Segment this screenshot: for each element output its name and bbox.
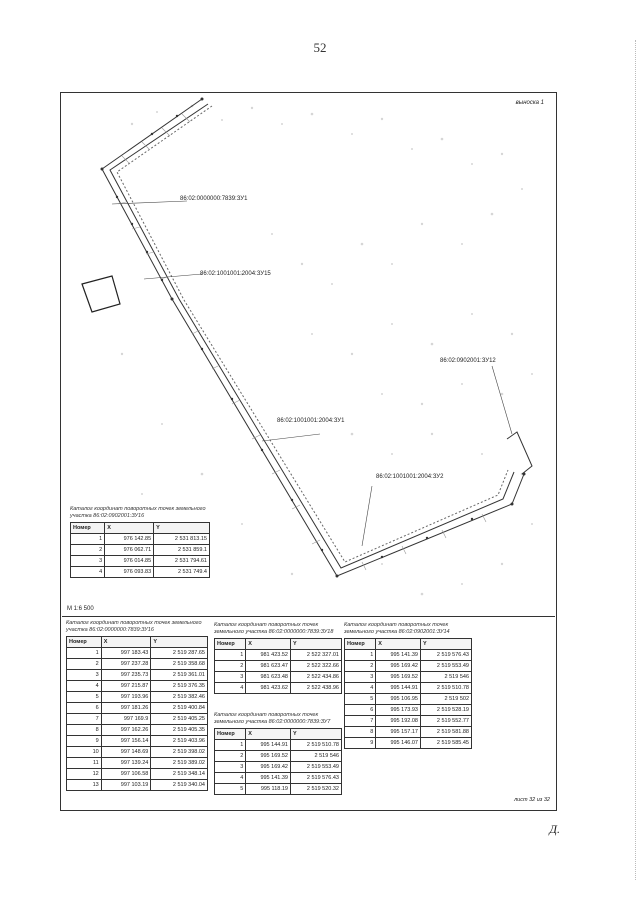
corridor-boundary (102, 99, 524, 576)
map-label-parcel-zu15: 86:02:1001001:2004:ЗУ15 (200, 271, 271, 277)
coord-table-7839-zu16-title: Каталог координат поворотных точек земельного участка 86:02:0000000:7839:ЗУ16 (66, 620, 202, 633)
coord-table-zu16-block (70, 506, 220, 578)
col-x: X (376, 639, 421, 650)
table-row: 7 997 169.9 2 519 405.25 (67, 714, 208, 725)
coord-table-zu14-title: Каталог координат поворотных точек земельного участка 86:02:0902001:ЗУ14 (344, 622, 450, 635)
coord-table-zu14-block (344, 622, 472, 749)
table-row: 3 976 014.85 2 531 794.61 (71, 556, 210, 567)
table-row: 4 976 093.83 2 531 749.4 (71, 567, 210, 578)
coord-table-zu14 (344, 638, 472, 749)
map-label-parcel-zu12: 86:02:0902001:ЗУ12 (440, 358, 496, 364)
page-edge-dots (633, 40, 636, 880)
table-row: 12 997 106.58 2 519 348.14 (67, 769, 208, 780)
coord-table-7839-zu7-title: Каталог координат поворотных точек земельного участка 86:02:0000000:7839:ЗУ7 (214, 712, 331, 725)
table-row: 6 995 173.93 2 519 528.19 (345, 705, 472, 716)
col-x: X (101, 637, 151, 648)
col-num: Номер (215, 639, 246, 650)
table-row: 4 995 144.91 2 519 510.78 (345, 683, 472, 694)
table-row: 3 981 623.48 2 522 434.86 (215, 672, 342, 683)
scale-label: М 1:6 500 (67, 606, 94, 612)
table-row: 2 995 169.42 2 519 553.49 (345, 661, 472, 672)
sheet-label: лист 32 из 32 (514, 797, 550, 803)
coord-table-7839-zu16 (66, 636, 208, 791)
col-x: X (246, 639, 291, 650)
table-row: 2 976 062.71 2 531 859.1 (71, 545, 210, 556)
col-num: Номер (345, 639, 376, 650)
table-row: 5 997 193.96 2 519 382.46 (67, 692, 208, 703)
table-row: 1 981 423.52 2 522 327.01 (215, 650, 342, 661)
map-label-parcel-zu2: 86:02:1001001:2004:ЗУ2 (376, 474, 444, 480)
table-row: 3 995 169.42 2 519 553.49 (215, 762, 342, 773)
table-row: 9 997 156.14 2 519 403.96 (67, 736, 208, 747)
table-row: 13 997 103.19 2 519 340.04 (67, 780, 208, 791)
coord-table-zu16-title: Каталог координат поворотных точек земельного участка 86:02:0902001:ЗУ16 (70, 506, 206, 519)
table-row: 7 995 192.08 2 519 552.77 (345, 716, 472, 727)
map-separator (62, 616, 555, 617)
col-y: Y (290, 639, 341, 650)
table-row: 9 995 146.07 2 519 585.45 (345, 738, 472, 749)
table-row: 1 995 141.39 2 519 576.43 (345, 650, 472, 661)
page-number: 52 (313, 40, 327, 55)
table-row: 1 976 142.85 2 531 813.15 (71, 534, 210, 545)
coord-table-7839-zu7 (214, 728, 342, 795)
col-num: Номер (71, 523, 105, 534)
table-row: 8 995 157.17 2 519 581.88 (345, 727, 472, 738)
table-row: 4 995 141.39 2 519 576.43 (215, 773, 342, 784)
coord-table-7839-zu18-block (214, 622, 342, 694)
col-y: Y (154, 523, 210, 534)
col-num: Номер (67, 637, 102, 648)
coord-table-7839-zu16-block (66, 620, 208, 791)
table-row: 8 997 162.26 2 519 405.35 (67, 725, 208, 736)
corridor-hatching (118, 114, 486, 570)
coord-table-7839-zu7-block (214, 712, 342, 795)
table-row: 3 997 235.73 2 519 361.01 (67, 670, 208, 681)
signature-mark: Д. (549, 822, 560, 836)
table-row: 3 995 169.52 2 519 546 (345, 672, 472, 683)
table-row: 11 997 139.24 2 519 389.02 (67, 758, 208, 769)
table-row: 6 997 181.26 2 519 400.84 (67, 703, 208, 714)
parcel-zu16-outline (82, 276, 120, 312)
table-row: 2 997 237.28 2 519 358.68 (67, 659, 208, 670)
attachment-label: выноска 1 (515, 100, 544, 106)
table-row: 1 995 144.91 2 519 510.78 (215, 740, 342, 751)
table-row: 4 981 423.62 2 522 438.96 (215, 683, 342, 694)
map-label-parcel-7839: 86:02:0000000:7839:ЗУ1 (180, 196, 248, 202)
table-row: 2 981 623.47 2 522 322.66 (215, 661, 342, 672)
map-label-parcel-zu1: 86:02:1001001:2004:ЗУ1 (277, 418, 345, 424)
col-x: X (105, 523, 154, 534)
table-row: 5 995 106.95 2 519 502 (345, 694, 472, 705)
branch-outline (507, 432, 532, 474)
coord-table-zu16 (70, 522, 210, 578)
label-leaders (112, 201, 512, 546)
table-row: 5 995 118.19 2 519 520.32 (215, 784, 342, 795)
col-y: Y (420, 639, 471, 650)
table-row: 10 997 148.69 2 519 398.02 (67, 747, 208, 758)
table-row: 4 997 215.87 2 519 376.35 (67, 681, 208, 692)
col-num: Номер (215, 729, 246, 740)
col-y: Y (290, 729, 341, 740)
col-x: X (246, 729, 291, 740)
col-y: Y (151, 637, 208, 648)
coord-table-7839-zu18-title: Каталог координат поворотных точек земельного участка 86:02:0000000:7839:ЗУ18 (214, 622, 334, 635)
coord-table-7839-zu18 (214, 638, 342, 694)
table-row: 2 995 169.52 2 519 546 (215, 751, 342, 762)
table-row: 1 997 183.43 2 519 287.65 (67, 648, 208, 659)
